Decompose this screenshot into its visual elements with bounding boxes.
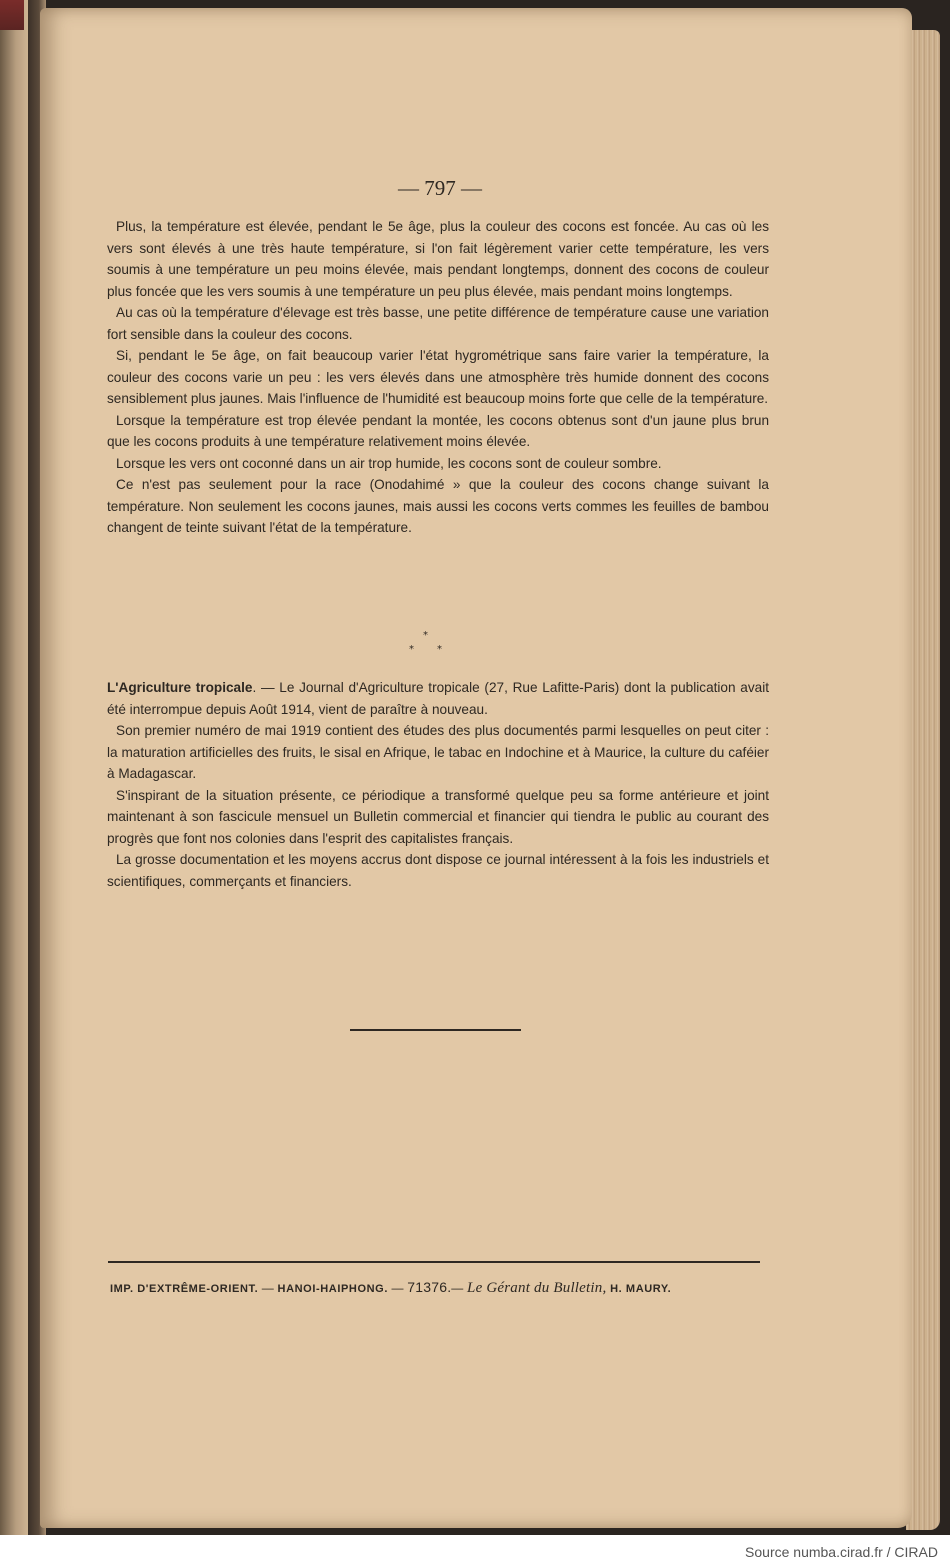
article-lead-paragraph [107,677,769,720]
imprint-dash: — [451,1281,468,1295]
article-text [107,677,769,892]
article-paragraph: S'inspirant de la situation présente, ce périodique a transformé quelque peu sa forme antérieure et joint maintenant à son fascicule mensuel un Bulletin commercial et financier qui tiendra le public au courant des progrès que font nos colonies dans l'esprit des capitalistes français. [107,787,769,846]
imprint-manager-name: H. MAURY. [606,1283,672,1295]
article-lead-text: . — Le Journal d'Agriculture tropicale (27, Rue Lafitte-Paris) dont la publication avait été interrompue depuis Août 1914, vient de paraître à nouveau. [107,680,769,717]
asterism-star: * [423,630,428,641]
imprint-dash: — [387,1281,408,1295]
imprint-printer: IMP. D'EXTRÊME-ORIENT. [110,1283,259,1295]
asterism-star: * [409,644,414,655]
body-paragraph: Ce n'est pas seulement pour la race (Onodahimé » que la couleur des cocons change suivant la température. Non seulement les cocons jaunes, mais aussi les cocons verts commes les feuilles de bambou changent de teinte suivant l'état de la température. [107,477,769,535]
body-paragraph: Lorsque les vers ont coconné dans un air trop humide, les cocons sont de couleur sombre. [116,455,662,471]
imprint-city: HANOI-HAIPHONG. [277,1283,388,1295]
article-heading: L'Agriculture tropicale [107,680,253,695]
page-number: — 797 — [398,176,482,200]
body-paragraph: Lorsque la température est trop élevée pendant la montée, les cocons obtenus sont d'un jaune plus brun que les cocons produits à une température relativement moins élevée. [107,412,769,449]
body-text [107,216,769,539]
source-caption: Source numba.cirad.fr / CIRAD [745,1544,938,1560]
imprint-line [110,1279,780,1297]
article-paragraph: La grosse documentation et les moyens accrus dont dispose ce journal intéressent à la fois les industriels et scientifiques, commerçants et financiers. [107,852,769,889]
left-page-red-edge [0,0,24,30]
end-rule [350,1029,521,1031]
imprint-job-number: 71376. [407,1279,452,1295]
imprint-manager-label: Le Gérant du Bulletin, [467,1280,607,1296]
body-paragraph: Plus, la température est élevée, pendant le 5e âge, plus la couleur des cocons est foncée. Au cas où les vers sont élevés à une très haute température, si l'on fait légèrement varier cette température, les vers soumis à une température un peu moins élevée, mais pendant longtemps, donnent des cocons de couleur plus foncée que les vers soumis à une température un peu plus élevée, mais pendant moins longtemps. [107,219,769,299]
body-paragraph: Si, pendant le 5e âge, on fait beaucoup varier l'état hygrométrique sans faire varier la température, la couleur des cocons varie un peu : les vers élevés dans une atmosphère très humide donnent des cocons sensiblement plus jaunes. Mais l'influence de l'humidité est beaucoup moins forte que celle de la température. [107,348,769,406]
asterism-separator [405,630,445,660]
article-paragraph: Son premier numéro de mai 1919 contient des études des plus documentés parmi lesquelles on peut citer : la maturation artificielles des fruits, le sisal en Afrique, le tabac en Indochine et à Maurice, la culture du caféier à Madagascar. [107,723,769,781]
asterism-star: * [437,644,442,655]
imprint-dash: — [258,1281,278,1295]
footer-rule [108,1261,760,1263]
body-paragraph: Au cas où la température d'élevage est très basse, une petite différence de température cause une variation fort sensible dans la couleur des cocons. [107,305,769,342]
